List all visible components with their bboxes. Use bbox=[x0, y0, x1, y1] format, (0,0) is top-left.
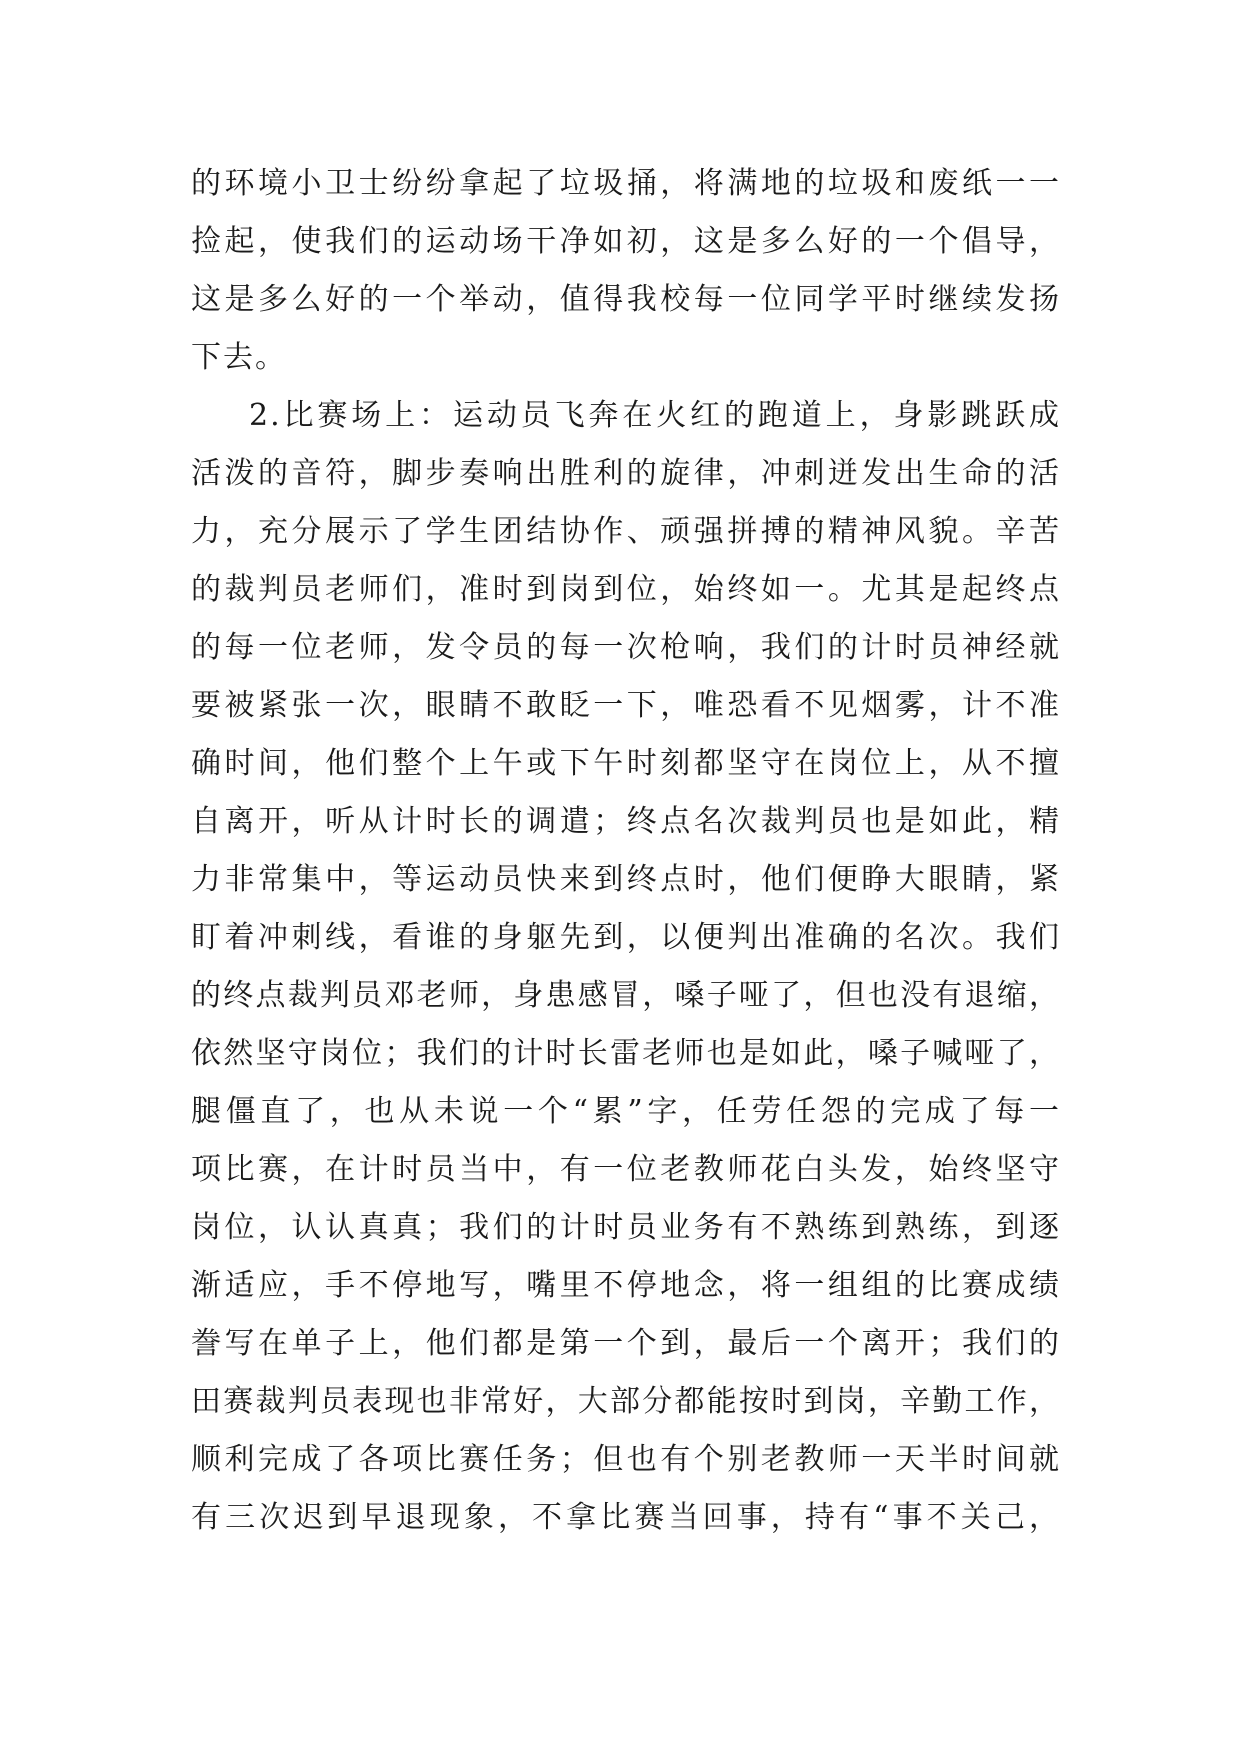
text-line: 活泼的音符，脚步奏响出胜利的旋律，冲刺迸发出生命的活 bbox=[191, 456, 1061, 491]
text-line: 确时间，他们整个上午或下午时刻都坚守在岗位上，从不擅 bbox=[191, 746, 1061, 781]
text-line: 腿僵直了，也从未说一个“累”字，任劳任怨的完成了每一 bbox=[191, 1094, 1061, 1129]
text-line: 力非常集中，等运动员快来到终点时，他们便睁大眼睛，紧 bbox=[191, 862, 1061, 897]
text-line: 要被紧张一次，眼睛不敢眨一下，唯恐看不见烟雾，计不准 bbox=[191, 688, 1061, 723]
text-line: 誊写在单子上，他们都是第一个到，最后一个离开；我们的 bbox=[191, 1326, 1061, 1361]
text-line: 的环境小卫士纷纷拿起了垃圾捅，将满地的垃圾和废纸一一 bbox=[191, 166, 1061, 201]
text-line: 的终点裁判员邓老师，身患感冒，嗓子哑了，但也没有退缩， bbox=[191, 978, 1061, 1013]
text-line: 盯着冲刺线，看谁的身躯先到，以便判出准确的名次。我们 bbox=[191, 920, 1061, 955]
text-line: 渐适应，手不停地写，嘴里不停地念，将一组组的比赛成绩 bbox=[191, 1268, 1061, 1303]
text-line: 有三次迟到早退现象，不拿比赛当回事，持有“事不关己， bbox=[191, 1500, 1061, 1535]
document-body bbox=[191, 155, 1061, 1547]
text-line: 依然坚守岗位；我们的计时长雷老师也是如此，嗓子喊哑了， bbox=[191, 1036, 1061, 1071]
text-line: 岗位，认认真真；我们的计时员业务有不熟练到熟练，到逐 bbox=[191, 1210, 1061, 1245]
text-line: 2.比赛场上：运动员飞奔在火红的跑道上，身影跳跃成 bbox=[249, 398, 1061, 433]
text-line: 这是多么好的一个举动，值得我校每一位同学平时继续发扬 bbox=[191, 282, 1061, 317]
text-line: 自离开，听从计时长的调遣；终点名次裁判员也是如此，精 bbox=[191, 804, 1061, 839]
text-line: 田赛裁判员表现也非常好，大部分都能按时到岗，辛勤工作， bbox=[191, 1384, 1061, 1419]
text-line: 捡起，使我们的运动场干净如初，这是多么好的一个倡导， bbox=[191, 224, 1061, 259]
text-line: 的裁判员老师们，准时到岗到位，始终如一。尤其是起终点 bbox=[191, 572, 1061, 607]
text-line: 下去。 bbox=[191, 340, 287, 375]
text-line: 顺利完成了各项比赛任务；但也有个别老教师一天半时间就 bbox=[191, 1442, 1061, 1477]
text-line: 的每一位老师，发令员的每一次枪响，我们的计时员神经就 bbox=[191, 630, 1061, 665]
text-line: 项比赛，在计时员当中，有一位老教师花白头发，始终坚守 bbox=[191, 1152, 1061, 1187]
text-line: 力，充分展示了学生团结协作、顽强拼搏的精神风貌。辛苦 bbox=[191, 514, 1061, 549]
